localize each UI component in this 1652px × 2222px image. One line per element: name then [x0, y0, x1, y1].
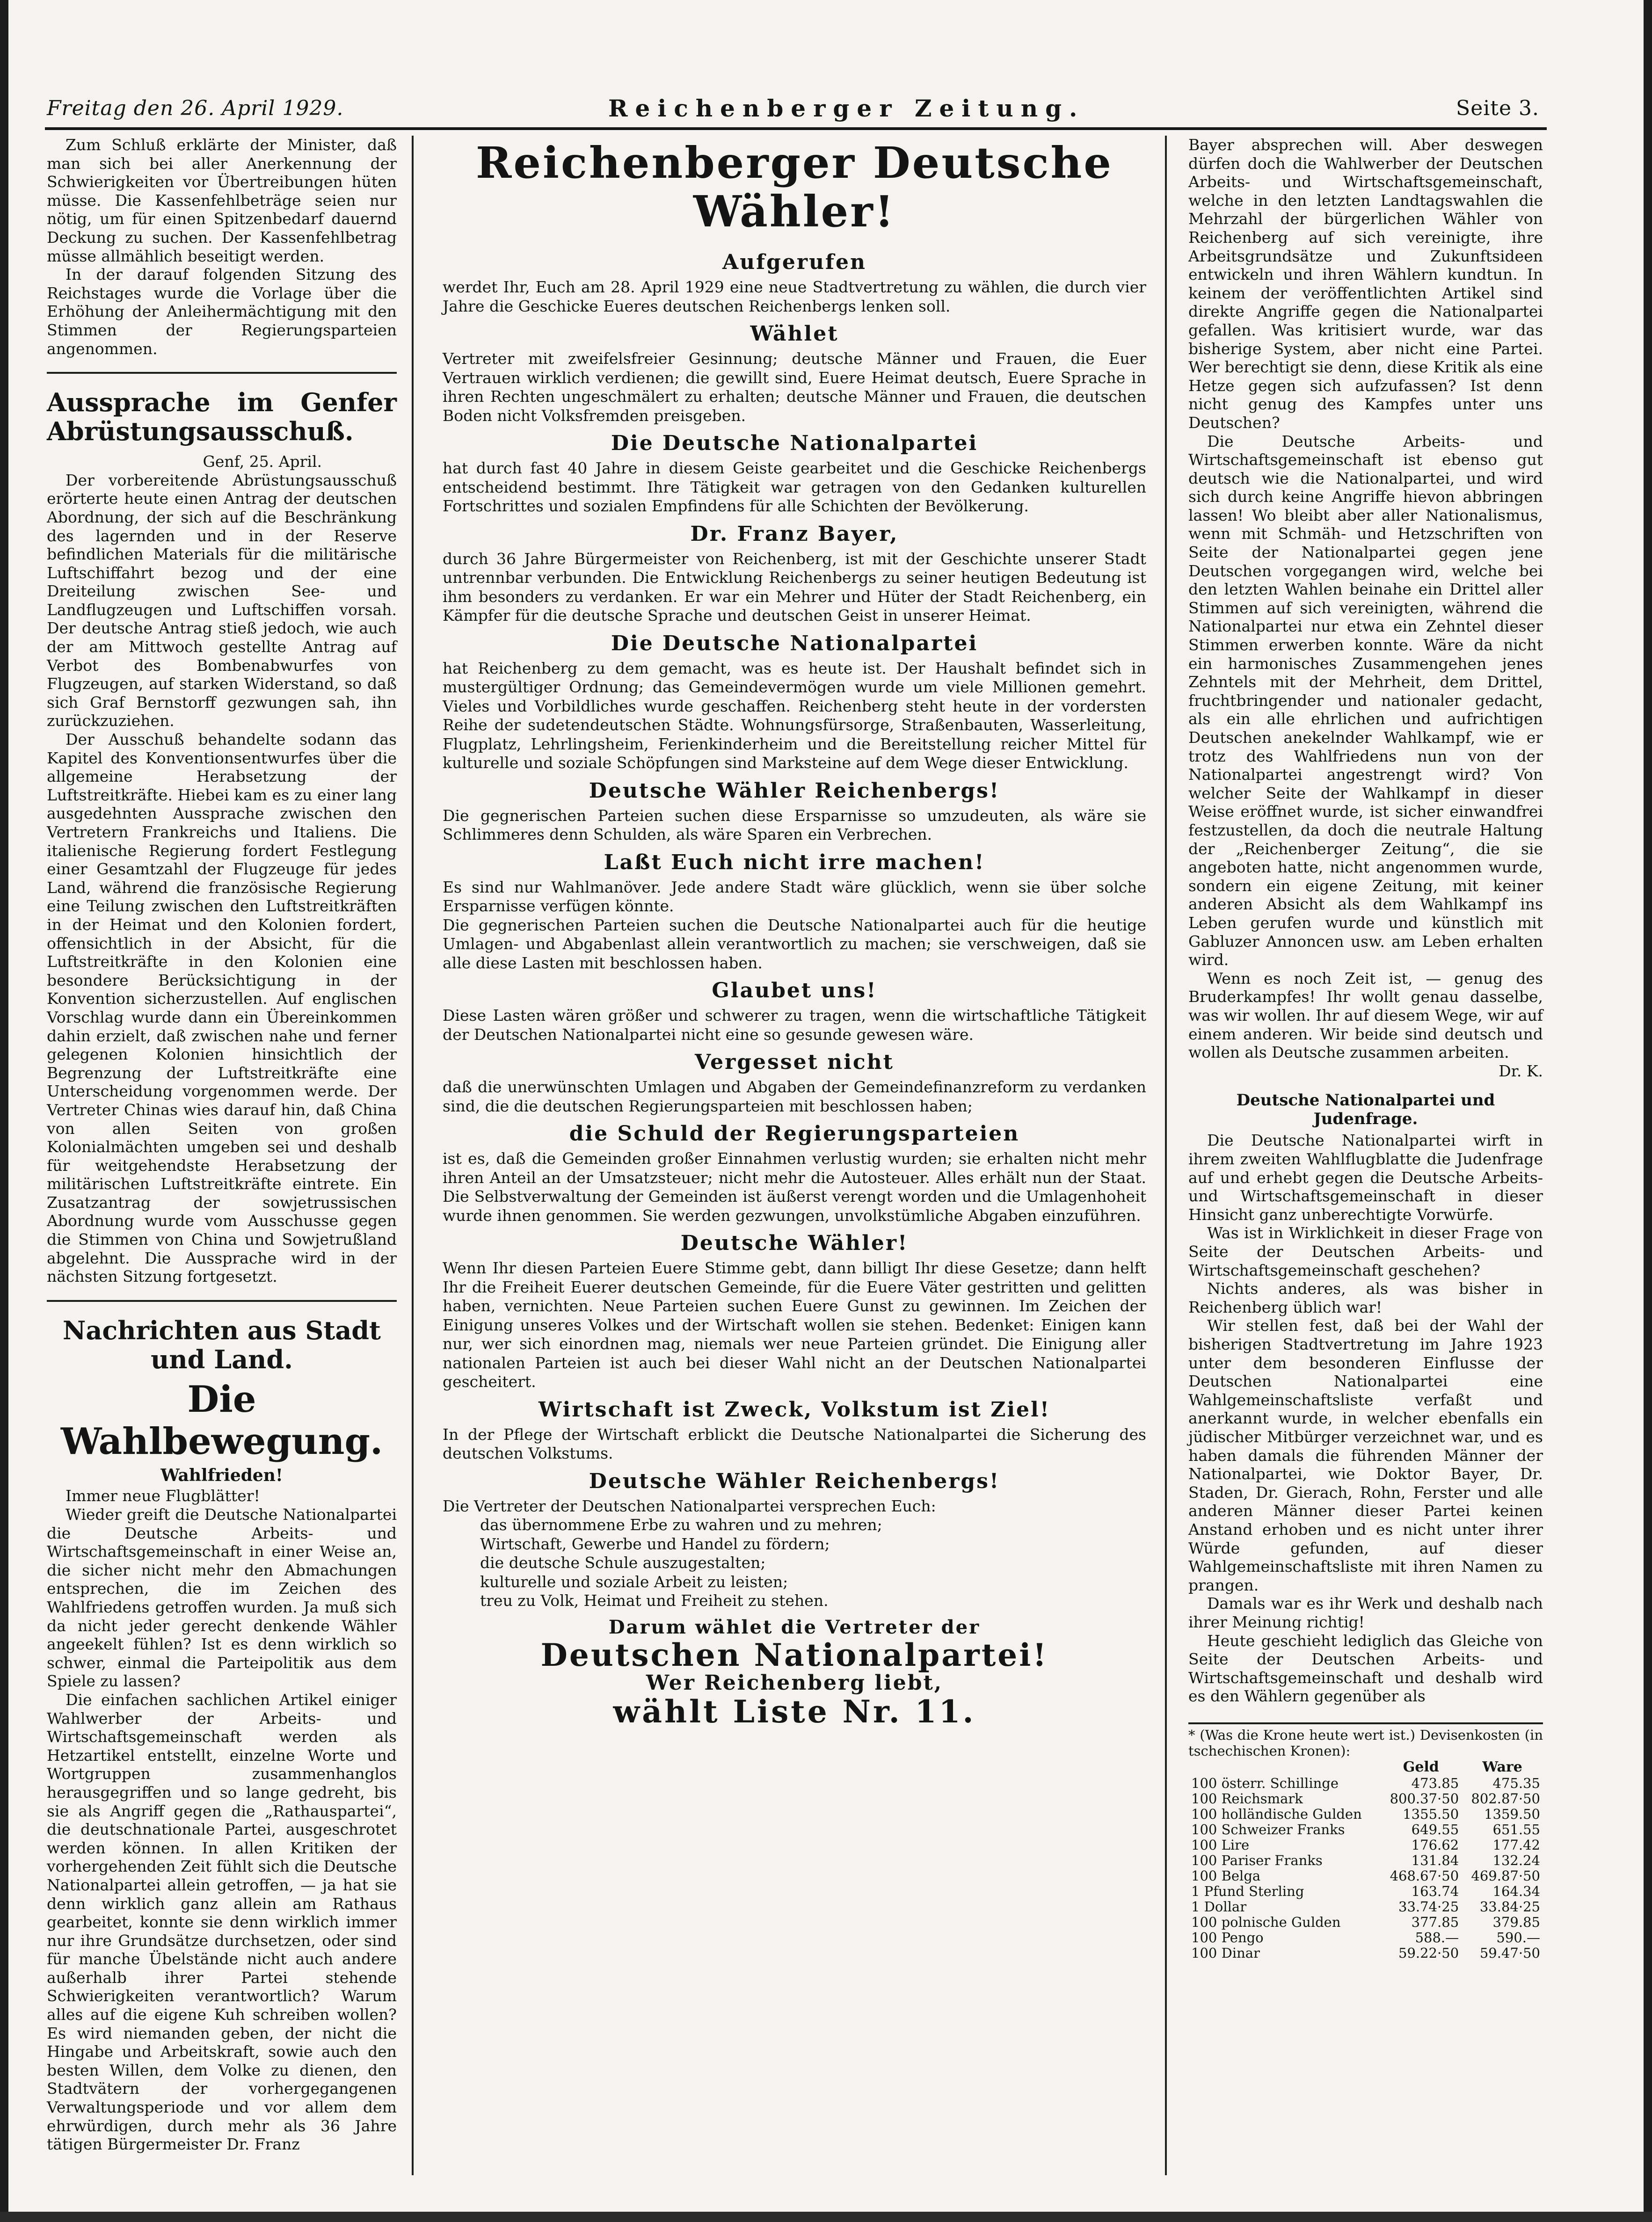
sell-cell: 379.85: [1492, 1914, 1540, 1930]
article-headline: Deutsche Nationalpartei und Judenfrage.: [1236, 1091, 1495, 1128]
ad-paragraph: ist es, daß die Gemeinden großer Einnahmen verlustig wurden; sie erhalten nicht mehr ihren Anteil an der Umsatzsteuer; nicht mehr die Autosteuer. Alles erhält nun der Staat. Die Selbstverwaltung der Gemeinden ist äußerst verengt worden und die Umlagenhoheit wurde ihnen genommen. Sie werden gezwungen, unvolkstümliche Abgaben einzuführen.: [443, 1149, 1146, 1225]
dateline: Genf, 25. April.: [203, 452, 322, 471]
ad-heading: Die Deutsche Nationalpartei: [611, 631, 978, 655]
exchange-rates-note: * (Was die Krone heute wert ist.) Devisenkosten (in tschechischen Kronen):: [1188, 1722, 1543, 1759]
list-item: das übernommene Erbe zu wahren und zu mehren;: [480, 1516, 882, 1534]
buy-cell: 176.62: [1411, 1837, 1459, 1853]
currency-cell: 100 holländische Gulden: [1191, 1806, 1362, 1822]
sell-cell: 651.55: [1492, 1821, 1540, 1837]
table-row: [1188, 1853, 1543, 1868]
article-paragraph: Was ist in Wirklichkeit in dieser Frage von Seite der Deutschen Arbeits- und Wirtschaftsgemeinschaft geschehen?: [1188, 1224, 1543, 1279]
buy-cell: 468.67·50: [1390, 1867, 1459, 1884]
sell-cell: 475.35: [1492, 1775, 1540, 1791]
table-header-row: [1188, 1759, 1543, 1776]
sell-cell: 177.42: [1492, 1837, 1540, 1853]
table-row: [1188, 1822, 1543, 1837]
list-item: treu zu Volk, Heimat und Freiheit zu stehen.: [480, 1591, 829, 1610]
table-row: [1188, 1884, 1543, 1899]
ad-heading: Wirtschaft ist Zweck, Volkstum ist Ziel!: [538, 1397, 1051, 1422]
buy-cell: 59.22·50: [1398, 1945, 1459, 1961]
column-header: Ware: [1482, 1758, 1522, 1775]
sell-cell: 164.34: [1492, 1883, 1540, 1899]
ad-paragraph: Wenn Ihr diesen Parteien Euere Stimme gebt, dann billigt Ihr diese Gesetze; dann helft Ihr die Freiheit Euerer deutschen Gemeinde, für die Euere Väter gestritten und gelitten haben, vernichten. Neue Parteien suchen Euere Gunst zu gewinnen. Im Zeichen der Einigung unseres Volkes und der Wirtschaft wollen sie stehen. Bedenket: Einigen kann nur, wer sich einordnen mag, niemals wer neue Parteien gründet. Die Einigung aller nationalen Parteien ist auch bei dieser Wahl nicht an der Deutschen Nationalpartei gescheitert.: [443, 1259, 1146, 1391]
sell-cell: 1359.50: [1484, 1806, 1540, 1822]
ad-paragraph: Diese Lasten wären größer und schwerer zu tragen, wenn die wirtschaftliche Tätigkeit der Deutschen Nationalpartei nicht eine so gesunde gewesen wäre.: [443, 1006, 1146, 1044]
article-paragraph: Zum Schluß erklärte der Minister, daß man sich bei aller Anerkennung der Schwierigkeiten vor Übertreibungen hüten müsse. Die Kassenfehlbeträge seien nur nötig, um für einen Spitzenbedarf dauernd Deckung zu suchen. Der Kassenfehlbetrag müsse allmählich beseitigt werden.: [47, 136, 397, 265]
buy-cell: 33.74·25: [1398, 1898, 1459, 1915]
exchange-rates-box: [1188, 1722, 1543, 1961]
buy-cell: 649.55: [1411, 1821, 1459, 1837]
promise-list: [443, 1516, 1146, 1611]
ad-heading: Deutsche Wähler Reichenbergs!: [589, 1469, 1000, 1493]
ad-heading: Die Deutsche Nationalpartei: [611, 431, 978, 455]
ad-paragraph: In der Pflege der Wirtschaft erblickt die Deutsche Nationalpartei die Sicherung des deutschen Volkstums.: [443, 1425, 1146, 1462]
ad-paragraph: Die Vertreter der Deutschen Nationalpartei versprechen Euch:: [443, 1496, 936, 1515]
article-paragraph: Wenn es noch Zeit ist, — genug des Bruderkampfes! Ihr wollt genau dasselbe, was wir wollen. Ihr auf diesem Wege, wir auf einem anderen. Wir beide sind deutsch und wollen als Deutsche zusammen arbeiten.: [1188, 969, 1543, 1062]
ad-party-name: Deutschen Nationalpartei!: [540, 1637, 1048, 1674]
list-item: Wirtschaft, Gewerbe und Handel zu fördern;: [480, 1534, 830, 1553]
table-row: [1188, 1776, 1543, 1791]
ad-heading: Deutsche Wähler Reichenbergs!: [589, 778, 1000, 803]
column-rule-2: [1165, 136, 1167, 2175]
sell-cell: 132.24: [1492, 1852, 1540, 1868]
buy-cell: 131.84: [1411, 1852, 1459, 1868]
ad-heading: Aufgerufen: [722, 250, 866, 274]
buy-cell: 1355.50: [1403, 1806, 1459, 1822]
currency-cell: 100 Reichsmark: [1191, 1790, 1303, 1807]
left-column: [47, 136, 397, 2154]
ad-paragraph: hat durch fast 40 Jahre in diesem Geiste gearbeitet und die Geschicke Reichenbergs entscheidend bestimmt. Ihre Tätigkeit war getragen von den Gedanken kulturellen Fortschrittes und sozialen Empfindens für alle Schichten der Bevölkerung.: [443, 459, 1146, 515]
article-paragraph: Damals war es ihr Werk und deshalb nach ihrer Meinung richtig!: [1188, 1594, 1543, 1631]
buy-cell: 163.74: [1411, 1883, 1459, 1899]
subheadline: Wahlfrieden!: [160, 1465, 283, 1485]
table-row: [1188, 1868, 1543, 1884]
article-paragraph: Der Ausschuß behandelte sodann das Kapitel des Konventionsentwurfes über die allgemeine Herabsetzung der Luftstreitkräfte. Hiebei kam es zu einer lang ausgedehnten Aussprache zwischen den Vertretern Frankreichs und Italiens. Die italienische Regierung fordert Festlegung einer Gesamtzahl der Flugzeuge für jedes Land, während die französische Regierung eine Teilung zwischen den Luftstreitkräften in der Heimat und den Kolonien fordert, offensichtlich in der Absicht, für die Luftstreitkräfte in den Kolonien eine besondere Berücksichtigung in der Konvention sicherzustellen. Auf englischen Vorschlag wurde dann ein Übereinkommen dahin erzielt, daß zwischen nahe und ferner gelegenen Kolonien hinsichtlich der Begrenzung der Luftstreitkräfte eine Unterscheidung vorgenommen werde. Der Vertreter Chinas wies darauf hin, daß China von allen Seiten von großen Kolonialmächten umgeben sei und deshalb für weitgehendste Herabsetzung der militärischen Luftstreitkräfte eintrete. Ein Zusatzantrag der sowjetrussischen Abordnung wurde vom Ausschusse gegen die Stimmen von China und Sowjetrußland abgelehnt. Die Aussprache wird in der nächsten Sitzung fortgesetzt.: [47, 730, 397, 1286]
buy-cell: 473.85: [1411, 1775, 1459, 1791]
currency-cell: 100 Lire: [1191, 1837, 1250, 1853]
article-separator: [47, 1300, 397, 1302]
ad-paragraph: Die gegnerischen Parteien suchen diese Ersparnisse so umzudeuten, als wäre sie Schlimmeres denn Schulden, als wäre Sparen ein Verbrechen.: [443, 806, 1146, 843]
currency-cell: 100 Pengo: [1191, 1929, 1264, 1946]
article-paragraph: Die Deutsche Arbeits- und Wirtschaftsgemeinschaft ist ebenso gut deutsch wie die Nationalpartei, und wird sich durch keine Angriffe hievon abbringen lassen! Wo bleibt aber aller Nationalismus, wenn mit Schmäh- und Hetzschriften von Seite der Nationalpartei gegen jene Deutschen vorgegangen wird, welche bei den letzten Wahlen beinahe ein Drittel aller Stimmen auf sich vereinigten, während die Nationalpartei nur etwa ein Zehntel dieser Stimmen erwerben konnte. Wäre da nicht ein harmonisches Zusammengehen jenes Zehntels mit der Mehrheit, dem Drittel, fruchtbringender und nationaler gedacht, als ein alle ehrlichen und aufrichtigen Deutschen anekelnder Wahlkampf, wie er trotz des Wahlfriedens nun von der Nationalpartei angestrengt wird? Von welcher Seite der Wahlkampf in dieser Weise eröffnet wurde, ist sicher einwandfrei festzustellen, da doch die neutrale Haltung der „Reichenberger Zeitung“, die sie angeboten hatte, nicht angenommen wurde, sondern ein eigene Zeitung, mit keiner anderen Absicht als dem Wahlkampf ins Leben gerufen wurde und künstlich mit Gabluzer Annoncen usw. am Leben erhalten wird.: [1188, 432, 1543, 969]
election-headline: Die Wahlbewegung.: [60, 1378, 383, 1463]
ad-paragraph: Es sind nur Wahlmanöver. Jede andere Stadt wäre glücklich, wenn sie über solche Ersparnisse verfügen könnte.: [443, 878, 1146, 915]
buy-cell: 377.85: [1411, 1914, 1459, 1930]
currency-cell: 100 Dinar: [1191, 1945, 1260, 1961]
list-item: kulturelle und soziale Arbeit zu leisten;: [480, 1572, 788, 1591]
currency-cell: 1 Pfund Sterling: [1191, 1883, 1304, 1899]
article-paragraph: In der darauf folgenden Sitzung des Reichstages wurde die Vorlage über die Erhöhung der Anleihermächtigung mit den Stimmen der Regierungsparteien angenommen.: [47, 265, 397, 358]
currency-cell: 100 Pariser Franks: [1191, 1852, 1323, 1868]
scan-edge-bottom: [0, 2212, 1652, 2222]
ad-paragraph: daß die unerwünschten Umlagen und Abgaben der Gemeindefinanzreform zu verdanken sind, die die deutschen Regierungsparteien mit beschlossen haben;: [443, 1078, 1146, 1115]
sell-cell: 33.84·25: [1479, 1898, 1540, 1915]
ad-heading: Laßt Euch nicht irre machen!: [604, 850, 985, 874]
scan-edge-left: [0, 0, 8, 2222]
currency-cell: 1 Dollar: [1191, 1898, 1247, 1915]
sell-cell: 590.—: [1496, 1929, 1540, 1946]
scan-edge-right: [1644, 0, 1652, 2222]
ad-paragraph: durch 36 Jahre Bürgermeister von Reichenberg, ist mit der Geschichte unserer Stadt untrennbar verbunden. Die Entwicklung Reichenbergs zu seiner heutigen Bedeutung ist ihm besonders zu verdanken. Er war ein Mehrer und Hüter der Stadt Reichenberg, ein Kämpfer für die deutsche Sprache und deutschen Geist in unserer Heimat.: [443, 549, 1146, 624]
ad-call-to-action: Darum wählet die Vertreter der: [608, 1616, 981, 1638]
buy-cell: 588.—: [1415, 1929, 1459, 1946]
ad-paragraph: werdet Ihr, Euch am 28. April 1929 eine neue Stadtvertretung zu wählen, die durch vier Jahre die Geschicke Eueres deutschen Reichenbergs lenken soll.: [443, 278, 1146, 315]
article-paragraph: Nichts anderes, als was bisher in Reichenberg üblich war!: [1188, 1279, 1543, 1316]
list-item: die deutsche Schule auszugestalten;: [480, 1554, 766, 1572]
issue-date: Freitag den 26. April 1929.: [47, 96, 344, 120]
column-header: Geld: [1403, 1758, 1439, 1775]
sell-cell: 469.87·50: [1471, 1867, 1540, 1884]
table-row: [1188, 1915, 1543, 1930]
ad-heading: Wählet: [750, 322, 839, 346]
table-row: [1188, 1791, 1543, 1807]
article-paragraph: Die einfachen sachlichen Artikel einiger Wahlwerber der Arbeits- und Wirtschaftsgemeinschaft werden als Hetzartikel entstellt, einzelne Worte und Wortgruppen zusammenhanglos herausgegriffen und so lange gedreht, bis sie als Angriff gegen die „Rathauspartei“, die deutschnationale Partei, ausgeschrotet werden können. In allen Kritiken der vorhergehenden Zeit fühlt sich die Deutsche Nationalpartei allein getroffen, — ja hat sie denn wirklich ganz allein am Rathaus gearbeitet, konnte sie denn wirklich immer nur ihre Grundsätze durchsetzen, oder sind für manche Übelstände nicht auch andere außerhalb ihrer Partei stehende Schwierigkeiten verantwortlich? Warum alles auf die eigene Kuh schreiben wollen? Es wird niemanden geben, der nicht die Hingabe und Arbeitskraft, sowie auch den besten Willen, dem Volke zu dienen, den Stadtvätern der vorhergegangenen Verwaltungsperiode und vor allem dem ehrwürdigen, durch mehr als 36 Jahre tätigen Bürgermeister Dr. Franz: [47, 1690, 397, 2154]
section-headline: Nachrichten aus Stadt und Land.: [62, 1315, 381, 1374]
currency-cell: 100 Schweizer Franks: [1191, 1821, 1345, 1837]
table-row: [1188, 1930, 1543, 1946]
currency-cell: 100 Belga: [1191, 1867, 1261, 1884]
ad-slogan: Wer Reichenberg liebt,: [646, 1671, 943, 1695]
article-paragraph: Immer neue Flugblätter!: [65, 1487, 260, 1505]
article-paragraph: Der vorbereitende Abrüstungsausschuß erörterte heute einen Antrag der deutschen Abordnung, der sich auf die Beschränkung des lagernden und in der Reserve befindlichen Materials für die militärische Luftschiffahrt bezog und der eine Dreiteilung zwischen See- und Landflugzeugen und Luftschiffen vorsah. Der deutsche Antrag stieß jedoch, wie auch der am Mittwoch gestellte Antrag auf Verbot des Bombenabwurfes von Flugzeugen, auf starken Widerstand, so daß sich Graf Bernstorff gezwungen sah, ihn zurückzuziehen.: [47, 471, 397, 730]
ad-paragraph: hat Reichenberg zu dem gemacht, was es heute ist. Der Haushalt befindet sich in mustergültiger Ordnung; das Gemeindevermögen wurde um viele Millionen gemehrt. Vieles und Vorbildliches wurde geschaffen. Reichenberg steht heute in der vordersten Reihe der sudetendeutschen Städte. Wohnungsfürsorge, Straßenbauten, Wasserleitung, Flugplatz, Lehrlingsheim, Ferienkinderheim und die Bereitstellung reicher Mittel für kulturelle und soziale Schöpfungen sind Marksteine auf dem Wege dieser Entwicklung.: [443, 659, 1146, 772]
right-column: [1188, 136, 1543, 1961]
ad-title: Reichenberger Deutsche Wähler!: [476, 138, 1113, 237]
election-advertisement: [443, 136, 1146, 1731]
ad-heading: Glaubet uns!: [712, 979, 877, 1002]
ad-heading: Dr. Franz Bayer,: [690, 522, 899, 546]
currency-cell: 100 polnische Gulden: [1191, 1914, 1341, 1930]
sell-cell: 59.47·50: [1479, 1945, 1540, 1961]
article-paragraph: Wir stellen fest, daß bei der Wahl der bisherigen Stadtvertretung im Jahre 1923 unter dem besonderen Einflusse der Deutschen Nationalpartei eine Wahlgemeinschaftsliste verfaßt und anerkannt wurde, in welcher ebenfalls ein jüdischer Mitbürger verzeichnet war, und es haben damals die führenden Männer der Nationalpartei, wie Doktor Bayer, Dr. Staden, Dr. Gierach, Rohn, Ferster und alle anderen Männer dieser Partei keinen Anstand erhoben und es nicht unter ihrer Würde gefunden, auf dieser Wahlgemeinschaftsliste mit ihren Namen zu prangen.: [1188, 1316, 1543, 1594]
header-rule: [45, 127, 1547, 130]
table-row: [1188, 1837, 1543, 1853]
exchange-rates-table: [1188, 1759, 1543, 1961]
page-number: Seite 3.: [1456, 96, 1539, 120]
ad-list-number: wählt Liste Nr. 11.: [613, 1693, 976, 1730]
buy-cell: 800.37·50: [1390, 1790, 1459, 1807]
article-paragraph: Wieder greift die Deutsche Nationalpartei die Deutsche Arbeits- und Wirtschaftsgemeinschaft in einer Weise an, die sicher nicht mehr den Abmachungen entsprechen, die im Zeichen des Wahlfriedens getroffen wurden. Ja muß sich da nicht jeder gerecht denkende Wähler angeekelt fühlen? Ist es denn wirklich so schwer, einmal die Parteipolitik aus dem Spiele zu lassen?: [47, 1505, 397, 1691]
article-paragraph: Die Deutsche Nationalpartei wirft in ihrem zweiten Wahlflugblatte die Judenfrage auf und erhebt gegen die Deutsche Arbeits- und Wirtschaftsgemeinschaft in dieser Hinsicht ganz unberechtigte Vorwürfe.: [1188, 1131, 1543, 1224]
author-signature: Dr. K.: [1499, 1061, 1543, 1080]
article-paragraph: Bayer absprechen will. Aber deswegen dürfen doch die Wahlwerber der Deutschen Arbeits- und Wirtschaftsgemeinschaft, welche in den letzten Landtagswahlen die Mehrzahl der bürgerlichen Wähler von Reichenberg auf sich vereinigte, ihre Arbeitsgrundsätze und Zukunftsideen entwickeln und ihren Wählern kundtun. In keinem der veröffentlichten Artikel sind direkte Angriffe gegen die Nationalpartei gefallen. Was kritisiert wurde, war das bisherige System, aber nicht eine Partei. Wer berechtigt sie denn, diese Kritik als eine Hetze gegen sich aufzufassen? Ist denn nicht genug des Kampfes unter uns Deutschen?: [1188, 136, 1543, 432]
article-paragraph: Heute geschieht lediglich das Gleiche von Seite der Deutschen Arbeits- und Wirtschaftsgemeinschaft und deshalb wird es den Wählern gegenüber als: [1188, 1631, 1543, 1706]
table-row: [1188, 1899, 1543, 1915]
table-row: [1188, 1807, 1543, 1822]
ad-heading: Deutsche Wähler!: [680, 1231, 909, 1255]
ad-paragraph: Vertreter mit zweifelsfreier Gesinnung; deutsche Männer und Frauen, die Euer Vertrauen wirklich verdienen; die gewillt sind, Euere Heimat deutsch, Euere Sprache in ihren Rechten ungeschmälert zu erhalten; deutsche Männer und Frauen, die deutschen Boden nicht Volksfremden preisgeben.: [443, 349, 1146, 425]
currency-cell: 100 österr. Schillinge: [1191, 1775, 1339, 1791]
geneva-headline: Aussprache im Genfer Abrüstungsausschuß.: [47, 387, 397, 447]
sell-cell: 802.87·50: [1471, 1790, 1540, 1807]
column-header: [1188, 1759, 1380, 1776]
paper-name: Reichenberger Zeitung.: [608, 94, 1085, 122]
table-row: [1188, 1946, 1543, 1961]
column-rule-1: [412, 136, 414, 2175]
ad-paragraph: Die gegnerischen Parteien suchen die Deutsche Nationalpartei auch für die heutige Umlagen- und Abgabenlast allein verantwortlich zu machen; sie verschweigen, daß sie alle diese Lasten mit beschlossen haben.: [443, 915, 1146, 972]
ad-heading: Vergesset nicht: [694, 1050, 895, 1074]
article-separator: [47, 372, 397, 374]
ad-heading: die Schuld der Regierungsparteien: [569, 1122, 1020, 1146]
